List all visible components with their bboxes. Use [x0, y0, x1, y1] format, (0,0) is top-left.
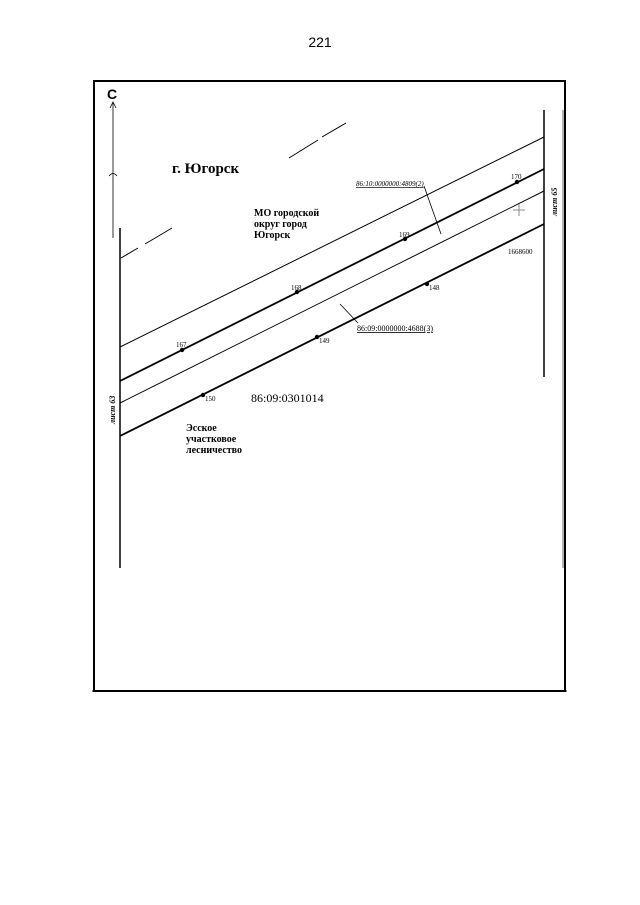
municipality-line-2: округ город [254, 219, 307, 230]
coordinate-label: 1668600 [508, 248, 533, 256]
municipal-boundary [121, 123, 346, 258]
parcel-upper-label: 86:10:0000000:4809(2) [356, 180, 424, 188]
municipality-line-3: Югорск [254, 230, 291, 241]
sheet-right-label: лист 65 [550, 187, 559, 216]
page-number: 221 [308, 34, 332, 50]
forestry-line-1: Эсское [186, 423, 217, 434]
parcel-lower-leader [340, 304, 358, 323]
municipality-line-1: МО городской [254, 208, 320, 219]
sheet-left-label: лист 63 [108, 395, 117, 424]
corridor-line-4 [120, 224, 544, 436]
point-label-168: 168 [291, 284, 302, 292]
forestry-label [186, 423, 242, 456]
quarter-label: 86:09:0301014 [251, 391, 324, 405]
point-label-169: 169 [399, 231, 410, 239]
municipality-label [254, 208, 319, 241]
point-label-150: 150 [205, 395, 216, 403]
point-label-149: 149 [319, 337, 330, 345]
forestry-line-3: лесничество [186, 445, 243, 456]
point-label-167: 167 [176, 341, 187, 349]
point-label-170: 170 [511, 173, 522, 181]
forestry-line-2: участковое [186, 434, 237, 445]
north-label: С [107, 86, 118, 102]
north-arrow [107, 86, 117, 238]
map-frame [94, 81, 565, 691]
point-label-148: 148 [429, 284, 440, 292]
corridor-line-3 [120, 191, 544, 403]
city-label: г. Югорск [172, 161, 240, 177]
parcel-lower-label: 86:09:0000000:4688(3) [357, 324, 433, 333]
